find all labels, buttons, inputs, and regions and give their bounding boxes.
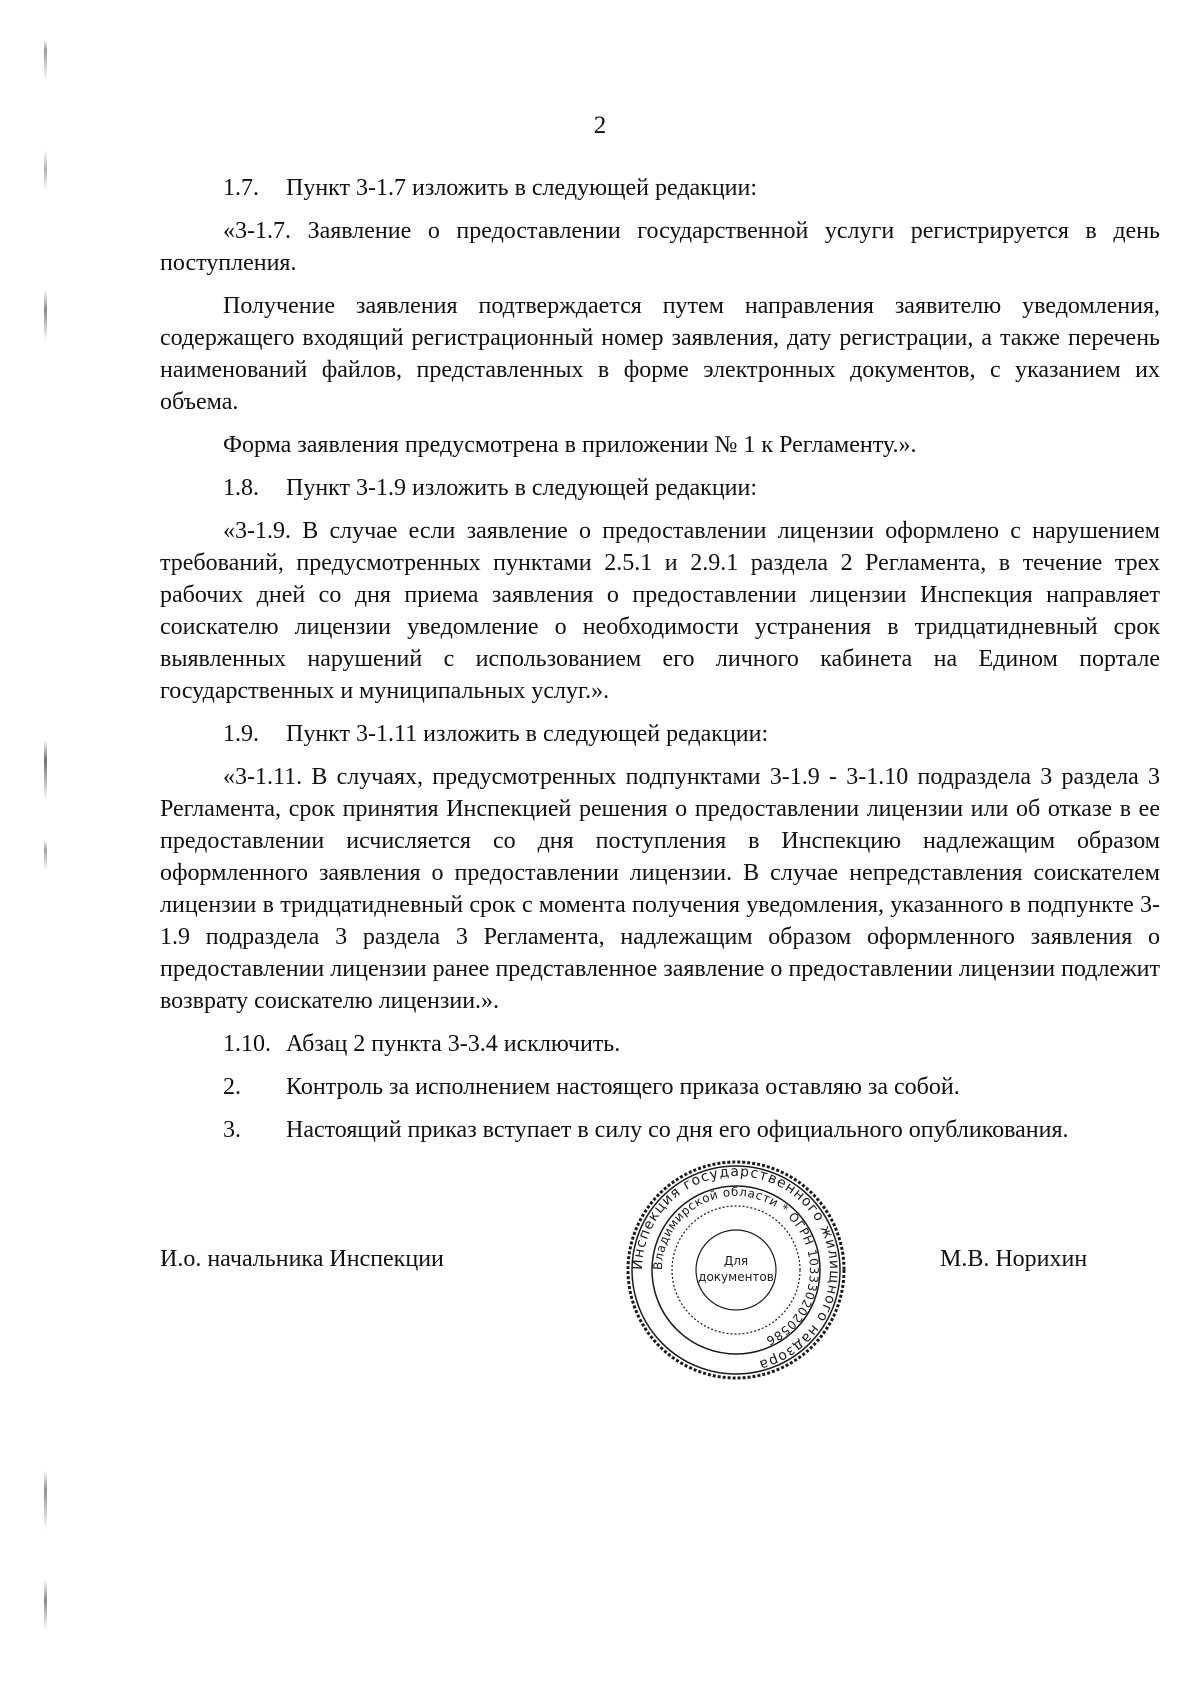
stamp-inner-text: Владимирской области * ОГРН 1033302020586 (650, 1184, 822, 1349)
clause-text: Контроль за исполнением настоящего приказа оставляю за собой. (286, 1074, 960, 1100)
clause-2 (160, 1071, 1160, 1103)
clause-number: 3. (223, 1117, 241, 1143)
signatory-title: И.о. начальника Инспекции (160, 1246, 444, 1272)
clause-text: Пункт 3-1.9 изложить в следующей редакции: (286, 475, 758, 501)
clause-1-7 (160, 172, 1160, 204)
clause-text: Абзац 2 пункта 3-3.4 исключить. (286, 1031, 621, 1057)
quote-3-1-7: «3-1.7. Заявление о предоставлении государственной услуги регистрируется в день поступления. (160, 218, 1160, 276)
scan-edge-artifact (44, 40, 47, 1640)
clause-number: 1.10. (223, 1031, 271, 1057)
official-stamp (624, 1158, 848, 1382)
quote-3-1-9: «3-1.9. В случае если заявление о предоставлении лицензии оформлено с нарушением требований, предусмотренных пунктами 2.5.1 и 2.9.1 раздела 2 Регламента, в течение трех рабочих дней со дня приема заявления о предоставлении лицензии Инспекция направляет соискателю лицензии уведомление о необходимости устранения в тридцатидневный срок выявленных нарушений с использованием его личного кабинета на Едином портале государственных и муниципальных услуг.». (160, 518, 1160, 704)
quote-3-1-7-paragraph-3: Форма заявления предусмотрена в приложении № 1 к Регламенту.». (223, 432, 917, 458)
clause-1-10 (160, 1028, 1160, 1060)
clause-text: Пункт 3-1.7 изложить в следующей редакции: (286, 175, 758, 201)
stamp-outer-text: Инспекция государственного жилищного надзора (629, 1163, 843, 1374)
clause-1-9 (160, 718, 1160, 750)
clause-number: 1.8. (223, 475, 259, 501)
clause-3 (160, 1114, 1160, 1146)
document-body (160, 172, 1160, 1157)
clause-number: 1.9. (223, 721, 259, 747)
clause-text: Настоящий приказ вступает в силу со дня его официального опубликования. (286, 1117, 1069, 1143)
signatory-name: М.В. Норихин (940, 1246, 1088, 1272)
clause-number: 1.7. (223, 175, 259, 201)
stamp-center-line-1: Для (723, 1254, 749, 1268)
clause-text: Пункт 3-1.11 изложить в следующей редакции: (286, 721, 769, 747)
clause-1-8 (160, 472, 1160, 504)
clause-number: 2. (223, 1074, 241, 1100)
page-number: 2 (593, 112, 607, 139)
stamp-center-line-2: документов (698, 1270, 774, 1284)
quote-3-1-7-paragraph-2: Получение заявления подтверждается путем направления заявителю уведомления, содержащего входящий регистрационный номер заявления, дату регистрации, а также перечень наименований файлов, представленных в форме электронных документов, с указанием их объема. (160, 293, 1160, 415)
quote-3-1-11: «3-1.11. В случаях, предусмотренных подпунктами 3-1.9 - 3-1.10 подраздела 3 раздела 3 Регламента, срок принятия Инспекцией решения о предоставлении лицензии или об отказе в ее предоставлении исчисляется со дня поступления в Инспекцию надлежащим образом оформленного заявления о предоставлении лицензии. В случае непредставления соискателем лицензии в тридцатидневный срок с момента получения уведомления, указанного в подпункте 3-1.9 подраздела 3 раздела 3 Регламента, надлежащим образом оформленного заявления о предоставлении лицензии ранее представленное заявление о предоставлении лицензии подлежит возврату соискателю лицензии.». (160, 764, 1160, 1014)
